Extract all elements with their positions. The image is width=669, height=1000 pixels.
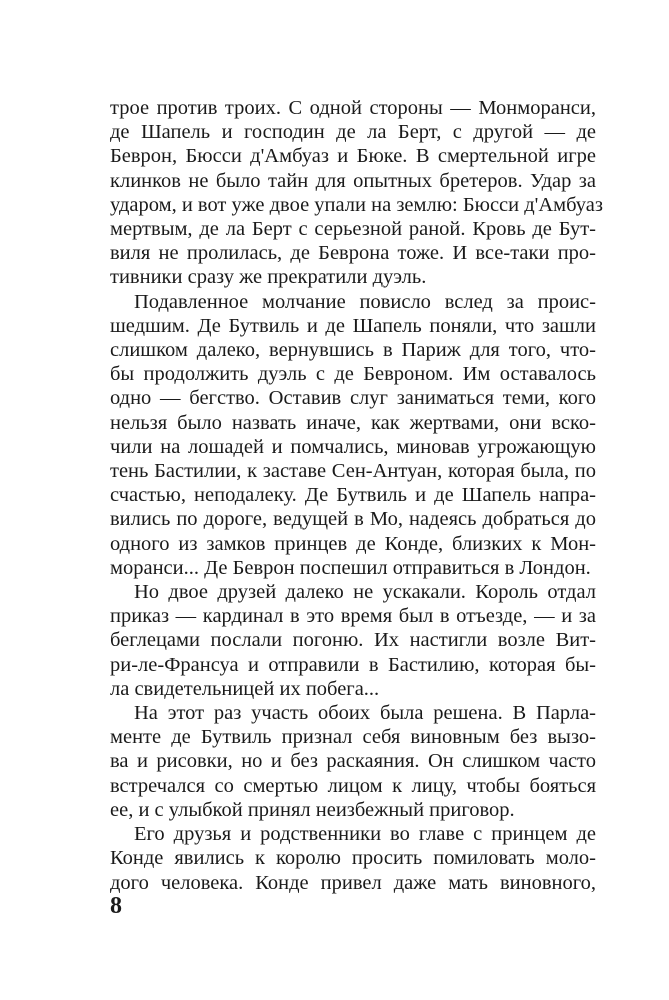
- text-line: ри-ле-Франсуа и отправили в Бастилию, которая бы-: [110, 653, 596, 676]
- paragraph-2: [110, 290, 596, 580]
- paragraph-5: [110, 822, 596, 895]
- text-line: Его друзья и родственники во главе с принцем де: [134, 823, 596, 846]
- paragraph-3: [110, 580, 596, 701]
- text-line: ва и рисовки, но и без раскаяния. Он слишком часто: [110, 750, 596, 773]
- text-line: бы продолжить дуэль с де Бевроном. Им оставалось: [110, 363, 596, 386]
- text-line: ее, и с улыбкой принял неизбежный приговор.: [110, 798, 515, 821]
- text-line: трое против троих. С одной стороны — Монморанси,: [110, 97, 596, 119]
- text-line: Беврон, Бюсси д'Амбуаз и Бюке. В смертельной игре: [110, 145, 596, 168]
- text-line: слишком далеко, вернувшись в Париж для того, что-: [110, 339, 596, 362]
- text-line: встречался со смертью лицом к лицу, чтобы бояться: [110, 774, 596, 797]
- text-line: Подавленное молчание повисло вслед за проис-: [134, 290, 596, 313]
- text-line: ударом, и вот уже двое упали на землю: Бюсси д'Амбуаз: [110, 193, 603, 216]
- text-line: нельзя было назвать иначе, как жертвами, они вско-: [110, 411, 596, 434]
- paragraph-4: [110, 701, 596, 822]
- text-line: Но двое друзей далеко не ускакали. Король отдал: [134, 581, 596, 604]
- text-line: тивники сразу же прекратили дуэль.: [110, 266, 427, 289]
- paragraph-1: [110, 96, 603, 290]
- text-line: клинков не было тайн для опытных бретеров. Удар за: [110, 169, 596, 192]
- page-number: 8: [110, 893, 122, 919]
- text-line: вились по дороге, ведущей в Мо, надеясь добраться до: [110, 508, 596, 531]
- text-line: виля не пролилась, де Беврона тоже. И все-таки про-: [110, 242, 596, 265]
- text-line: беглецами послали погоню. Их настигли возле Вит-: [110, 629, 596, 652]
- text-line: одно — бегство. Оставив слуг заниматься теми, кого: [110, 387, 596, 410]
- text-line: моранси... Де Беврон поспешил отправиться в Лондон.: [110, 556, 591, 579]
- text-line: менте де Бутвиль признал себя виновным без вызо-: [110, 726, 596, 749]
- text-line: мертвым, де ла Берт с серьезной раной. Кровь де Бут-: [110, 218, 596, 241]
- text-line: ла свидетельницей их побега...: [110, 677, 380, 700]
- text-line: шедшим. Де Бутвиль и де Шапель поняли, что зашли: [110, 314, 596, 337]
- text-line: счастью, неподалеку. Де Бутвиль и де Шапель напра-: [110, 484, 596, 507]
- text-line: приказ — кардинал в это время был в отъезде, — и за: [110, 605, 596, 628]
- body-text: [110, 96, 603, 895]
- text-line: На этот раз участь обоих была решена. В Парла-: [134, 702, 596, 725]
- text-line: дого человека. Конде привел даже мать виновного,: [110, 871, 596, 894]
- text-line: тень Бастилии, к заставе Сен-Антуан, которая была, по: [110, 460, 596, 483]
- text-line: де Шапель и господин де ла Берт, с другой — де: [110, 121, 596, 144]
- text-line: одного из замков принцев де Конде, близких к Мон-: [110, 532, 596, 555]
- text-line: чили на лошадей и помчались, миновав угрожающую: [110, 435, 596, 458]
- text-line: Конде явились к королю просить помиловать моло-: [110, 847, 596, 870]
